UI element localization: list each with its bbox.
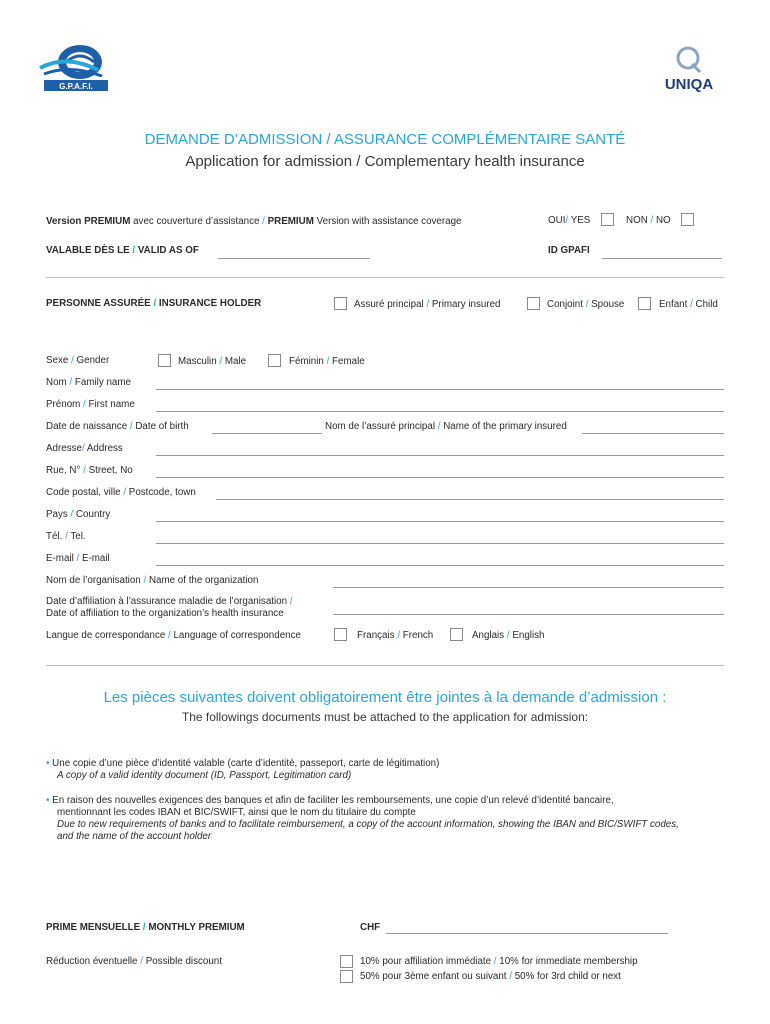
valid-as-of-label: VALABLE DÈS LE / VALID AS OF [46, 245, 199, 256]
french-label: Français / French [357, 630, 434, 641]
discount-third-child-checkbox[interactable] [340, 970, 353, 983]
discount-immediate-checkbox[interactable] [340, 955, 353, 968]
primary-insured-name-field[interactable] [582, 433, 724, 434]
document-item-bank-fr-1: • En raison des nouvelles exigences des banques et afin de faciliter les remboursements, une copie d’un relevé d’identité bancaire, [46, 795, 614, 806]
spouse-label: Conjoint / Spouse [547, 299, 625, 310]
documents-heading-fr: Les pièces suivantes doivent obligatoirement être jointes à la demande d’admission : [103, 689, 667, 706]
non-no-label: NON / NO [626, 215, 671, 226]
english-label: Anglais / English [472, 630, 545, 641]
non-checkbox[interactable] [681, 213, 694, 226]
first-name-field[interactable] [156, 411, 724, 412]
gpafi-logo [36, 40, 110, 94]
document-item-bank-en-2: and the name of the account holder [57, 831, 212, 842]
email-label: E-mail / E-mail [46, 553, 110, 564]
spouse-checkbox[interactable] [527, 297, 540, 310]
document-item-id-en: A copy of a valid identity document (ID, Passport, Legitimation card) [57, 770, 352, 781]
tel-label: Tél. / Tel. [46, 531, 86, 542]
form-title-fr: DEMANDE D’ADMISSION / ASSURANCE COMPLÉMENTAIRE SANTÉ [144, 131, 626, 148]
english-checkbox[interactable] [450, 628, 463, 641]
currency-label: CHF [360, 922, 381, 933]
male-label: Masculin / Male [178, 356, 247, 367]
monthly-premium-field[interactable] [386, 933, 668, 934]
french-checkbox[interactable] [334, 628, 347, 641]
primary-insured-label: Assuré principal / Primary insured [354, 299, 501, 310]
document-item-id-fr: • Une copie d’une pièce d’identité valable (carte d’identité, passeport, carte de légitimation) [46, 758, 440, 769]
email-field[interactable] [156, 565, 724, 566]
gpafi-logo-text: G.P.A.F.I. [59, 82, 93, 91]
valid-as-of-field[interactable] [218, 258, 370, 259]
separator [46, 277, 724, 278]
postcode-label: Code postal, ville / Postcode, town [46, 487, 196, 498]
street-field[interactable] [156, 477, 724, 478]
first-name-label: Prénom / First name [46, 399, 135, 410]
child-checkbox[interactable] [638, 297, 651, 310]
family-name-field[interactable] [156, 389, 724, 390]
insurance-holder-label: PERSONNE ASSURÉE / INSURANCE HOLDER [46, 298, 262, 309]
form-title-en: Application for admission / Complementary health insurance [185, 153, 585, 170]
affiliation-date-label-en: Date of affiliation to the organization’s health insurance [46, 608, 284, 619]
discount-immediate-label: 10% pour affiliation immédiate / 10% for immediate membership [360, 956, 638, 967]
country-field[interactable] [156, 521, 724, 522]
organization-field[interactable] [333, 587, 724, 588]
child-label: Enfant / Child [659, 299, 718, 310]
female-label: Féminin / Female [289, 356, 365, 367]
country-label: Pays / Country [46, 509, 111, 520]
uniqa-logo [652, 44, 726, 92]
address-field[interactable] [156, 455, 724, 456]
postcode-field[interactable] [216, 499, 724, 500]
primary-insured-name-label: Nom de l’assuré principal / Name of the primary insured [325, 421, 567, 432]
tel-field[interactable] [156, 543, 724, 544]
male-checkbox[interactable] [158, 354, 171, 367]
uniqa-logo-text: UNIQA [664, 76, 714, 92]
documents-heading-en: The followings documents must be attached to the application for admission: [181, 710, 589, 724]
language-label: Langue de correspondance / Language of correspondence [46, 630, 301, 641]
version-label: Version PREMIUM avec couverture d’assistance / PREMIUM Version with assistance coverage [46, 216, 462, 227]
organization-label: Nom de l’organisation / Name of the organization [46, 575, 259, 586]
oui-checkbox[interactable] [601, 213, 614, 226]
id-gpafi-field[interactable] [602, 258, 722, 259]
address-label: Adresse/ Address [46, 443, 123, 454]
street-label: Rue, N° / Street, No [46, 465, 133, 476]
family-name-label: Nom / Family name [46, 377, 131, 388]
affiliation-date-field[interactable] [333, 614, 724, 615]
possible-discount-label: Réduction éventuelle / Possible discount [46, 956, 222, 967]
gender-label: Sexe / Gender [46, 355, 110, 366]
affiliation-date-label-fr: Date d’affiliation à l’assurance maladie de l’organisation / [46, 596, 293, 607]
oui-yes-label: OUI/ YES [548, 215, 591, 226]
monthly-premium-label: PRIME MENSUELLE / MONTHLY PREMIUM [46, 922, 245, 933]
dob-label: Date de naissance / Date of birth [46, 421, 189, 432]
id-gpafi-label: ID GPAFI [548, 245, 590, 256]
document-item-bank-en-1: Due to new requirements of banks and to facilitate reimbursement, a copy of the account information, showing the IBAN and BIC/SWIFT codes, [57, 819, 679, 830]
dob-field[interactable] [212, 433, 322, 434]
primary-insured-checkbox[interactable] [334, 297, 347, 310]
separator [46, 665, 724, 666]
discount-third-child-label: 50% pour 3ème enfant ou suivant / 50% for 3rd child or next [360, 971, 621, 982]
female-checkbox[interactable] [268, 354, 281, 367]
document-item-bank-fr-2: mentionnant les codes IBAN et BIC/SWIFT, ainsi que le nom du titulaire du compte [57, 807, 416, 818]
